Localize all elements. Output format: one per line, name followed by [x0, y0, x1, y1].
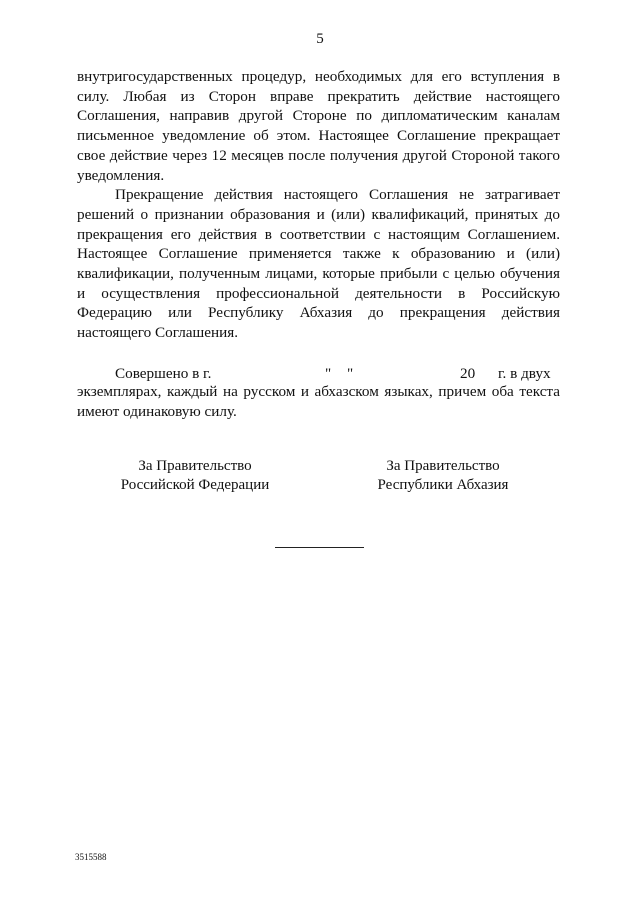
year-prefix: 20: [460, 365, 476, 382]
signature-block-russia: [115, 457, 275, 495]
paragraph-effect-of-termination: Прекращение действия настоящего Соглашения не затрагивает решений о признании образования и (или) квалификаций, принятых до прекращения его действия в соответствии с настоящим Соглашением. Настоящее Соглашение применяется также к образованию и (или) квалификации, полученным лицами, которые прибыли с целью обучения и осуществления профессиональной деятельности в Российскую Федерацию или Республику Абхазия до прекращения действия настоящего Соглашения.: [77, 186, 560, 342]
document-code: 3515588: [75, 852, 107, 862]
signature-line: За Правительство: [386, 458, 500, 474]
signature-line: Российской Федерации: [120, 477, 270, 493]
signature-line: За Правительство: [138, 458, 252, 474]
signature-block-abkhazia: [372, 457, 514, 495]
paragraph-termination: внутригосударственных процедур, необходимых для его вступления в силу. Любая из Сторон вправе прекратить действие настоящего Соглашения, направив другой Стороне по дипломатическим каналам письменное уведомление об этом. Настоящее Соглашение прекращает свое действие через 12 месяцев после получения другой Стороной такого уведомления.: [77, 68, 560, 184]
quote-open: ": [325, 365, 332, 382]
done-in-continuation: экземплярах, каждый на русском и абхазском языках, причем оба текста имеют одинаковую силу.: [77, 383, 560, 420]
year-suffix: г. в двух: [498, 365, 551, 382]
quote-close: ": [347, 365, 354, 382]
signature-line: Республики Абхазия: [377, 477, 509, 493]
done-in-label: Совершено в г.: [115, 365, 212, 382]
page-number: 5: [316, 31, 324, 47]
end-divider: [275, 547, 364, 548]
agreement-body: [77, 67, 560, 343]
